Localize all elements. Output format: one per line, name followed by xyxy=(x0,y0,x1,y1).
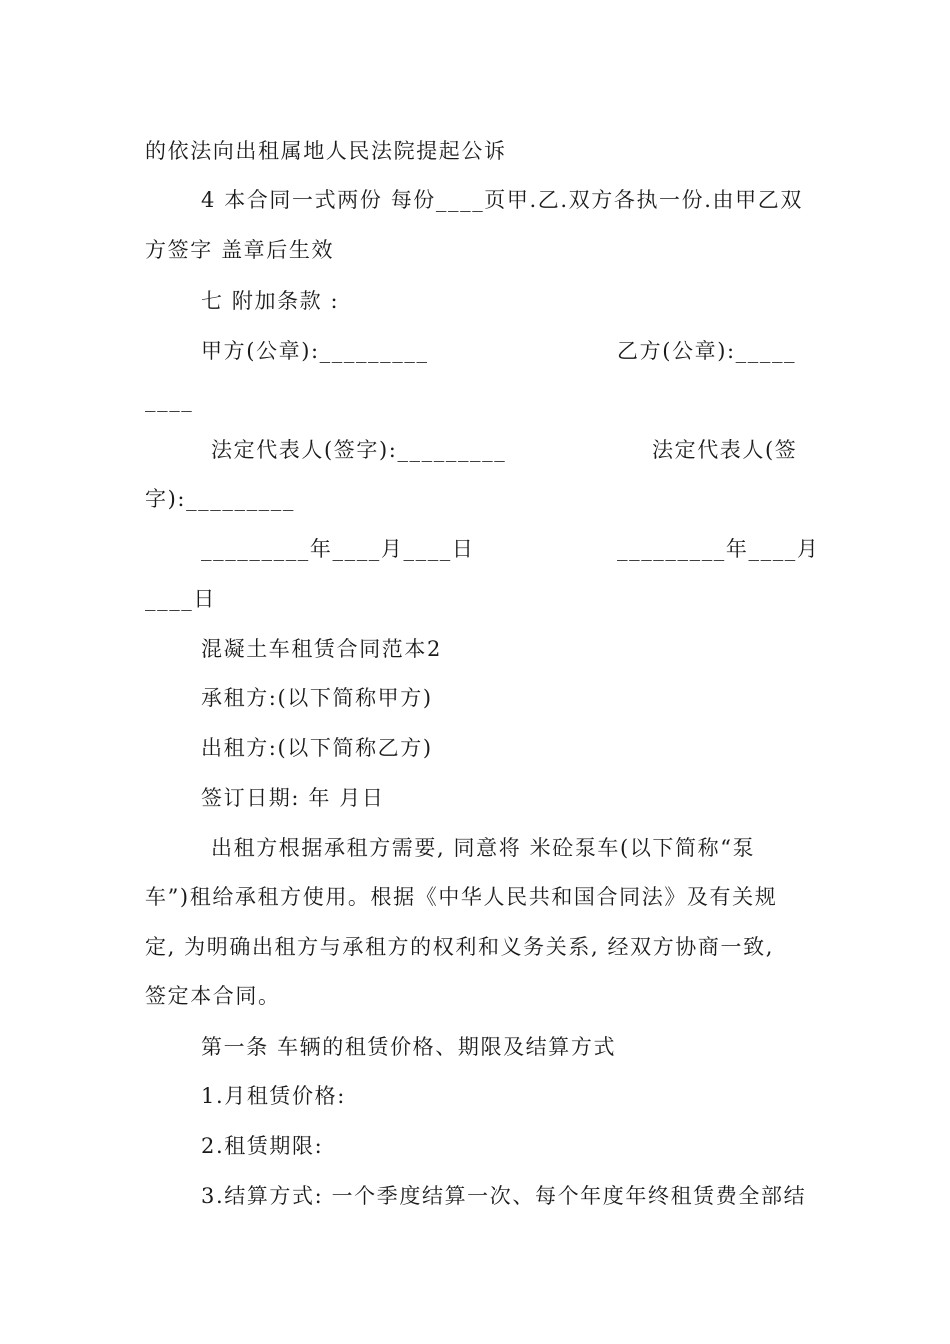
text-line: 4 本合同一式两份 每份____页甲.乙.双方各执一份.由甲乙双 xyxy=(201,188,803,212)
party-a-seal-field: 甲方(公章):_________ xyxy=(201,339,429,363)
text-line: 字):_________ xyxy=(145,487,295,511)
signing-date-line: 签订日期: 年 月日 xyxy=(201,786,385,810)
lessor-line: 出租方:(以下简称乙方) xyxy=(201,736,433,760)
paragraph-line: 签定本合同。 xyxy=(145,984,281,1008)
paragraph-line: 车”)租给承租方使用。根据《中华人民共和国合同法》及有关规 xyxy=(145,885,778,909)
list-item: 3.结算方式: 一个季度结算一次、每个年度年终租赁费全部结 xyxy=(201,1184,807,1208)
article-heading: 第一条 车辆的租赁价格、期限及结算方式 xyxy=(201,1035,617,1059)
paragraph-line: 出租方根据承租方需要, 同意将 米砼泵车(以下简称“泵 xyxy=(211,836,756,860)
text-line: ____ xyxy=(145,388,194,412)
paragraph-line: 定, 为明确出租方与承租方的权利和义务关系, 经双方协商一致, xyxy=(145,935,774,959)
party-b-representative-field: 法定代表人(签 xyxy=(652,438,798,462)
text-line: 方签字 盖章后生效 xyxy=(145,238,335,262)
list-item: 1.月租赁价格: xyxy=(201,1084,346,1108)
document-title: 混凝土车租赁合同范本2 xyxy=(201,637,442,661)
section-heading: 七 附加条款 : xyxy=(201,289,340,313)
lessee-line: 承租方:(以下简称甲方) xyxy=(201,686,433,710)
text-line: ____日 xyxy=(145,587,216,611)
text-line: 的依法向出租属地人民法院提起公诉 xyxy=(145,139,507,163)
party-a-date-field: _________年____月____日 xyxy=(201,537,475,561)
party-b-date-field: _________年____月 xyxy=(617,537,820,561)
party-b-seal-field: 乙方(公章):_____ xyxy=(617,339,797,363)
party-a-representative-field: 法定代表人(签字):_________ xyxy=(211,438,507,462)
list-item: 2.租赁期限: xyxy=(201,1134,324,1158)
